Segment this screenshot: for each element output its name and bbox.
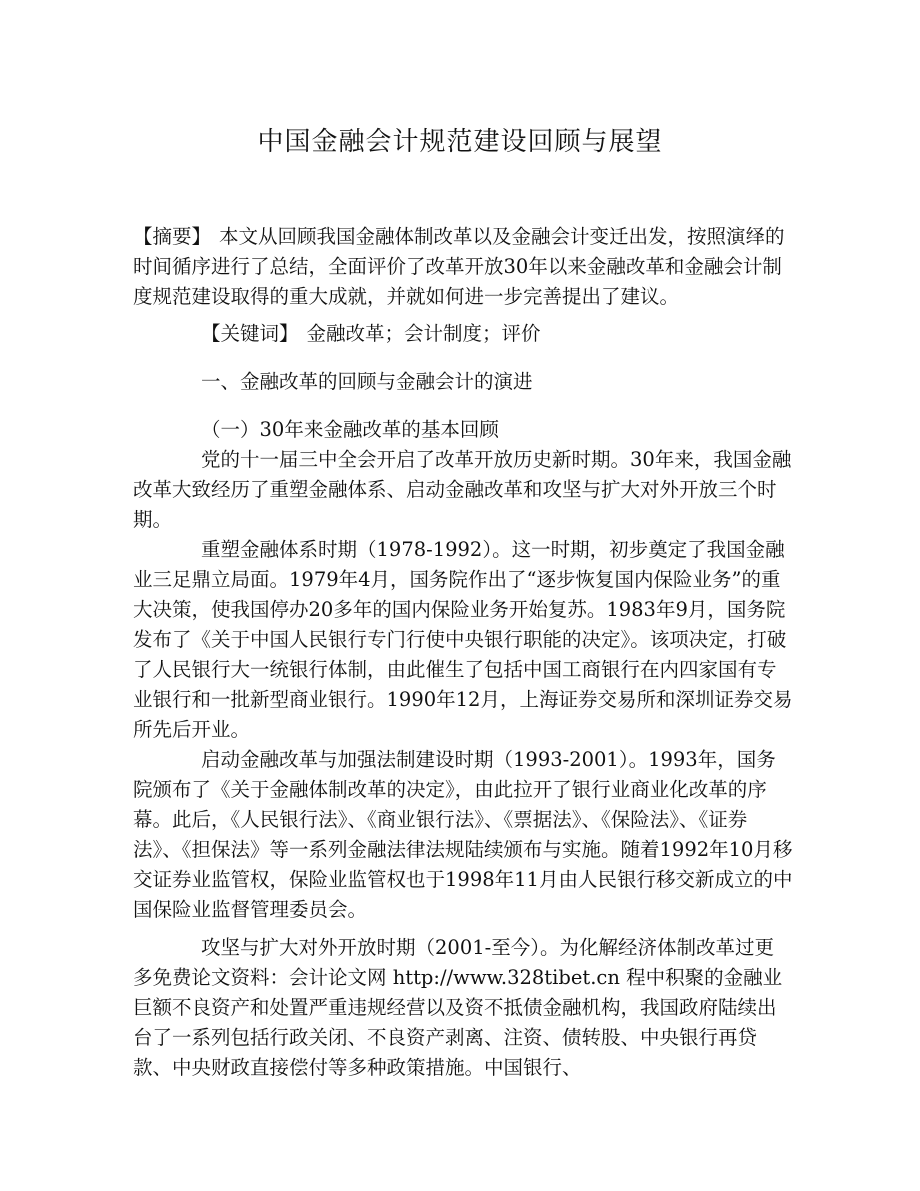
subsection-heading: （一）30年来金融改革的基本回顾 — [201, 418, 499, 441]
keywords-label: 【关键词】 — [201, 322, 299, 345]
body-paragraph: 党的十一届三中全会开启了改革开放历史新时期。30年来，我国金融改革大致经历了重塑金融体系、启动金融改革和攻坚与扩大对外开放三个时期。 — [133, 448, 792, 531]
body-paragraph: 重塑金融体系时期（1978-1992）。这一时期，初步奠定了我国金融业三足鼎立局面。1979年4月，国务院作出了“逐步恢复国内保险业务”的重大决策，使我国停办20多年的国内保险业务开始复苏。1983年9月，国务院发布了《关于中国人民银行专门行使中央银行职能的决定》。该项决定，打破了人民银行大一统银行体制，由此催生了包括中国工商银行在内四家国有专业银行和一批新型商业银行。1990年12月，上海证券交易所和深圳证券交易所先后开业。 — [133, 538, 793, 741]
keywords-paragraph — [133, 319, 793, 349]
section-heading: 一、金融改革的回顾与金融会计的演进 — [201, 370, 533, 393]
abstract-label: 【摘要】 — [133, 225, 212, 248]
body-paragraph: 启动金融改革与加强法制建设时期（1993-2001）。1993年，国务院颁布了《关于金融体制改革的决定》，由此拉开了银行业商业化改革的序幕。此后，《人民银行法》、《商业银行法》、《票据法》、《保险法》、《证券法》、《担保法》等一系列金融法律法规陆续颁布与实施。随着1992年10月移交证券业监管权，保险业监管权也于1998年11月由人民银行移交新成立的中国保险业监督管理委员会。 — [133, 748, 793, 921]
abstract-paragraph — [133, 222, 793, 312]
document-body — [133, 222, 793, 1083]
keywords-text: 金融改革；会计制度；评价 — [306, 322, 541, 345]
document-title: 中国金融会计规范建设回顾与展望 — [257, 127, 663, 157]
abstract-text: 本文从回顾我国金融体制改革以及金融会计变迁出发，按照演绎的时间循序进行了总结，全面评价了改革开放30年以来金融改革和金融会计制度规范建设取得的重大成就，并就如何进一步完善提出了建议。 — [133, 225, 785, 308]
body-paragraph: 攻坚与扩大对外开放时期（2001-至今）。为化解经济体制改革过更多免费论文资料：会计论文网 http://www.328tibet.cn 程中积聚的金融业巨额不良资产和处置严重违规经营以及资不抵债金融机构，我国政府陆续出台了一系列包括行政关闭、不良资产剥离、注资、债转股、中央银行再贷款、中央财政直接偿付等多种政策措施。中国银行、 — [133, 936, 783, 1079]
